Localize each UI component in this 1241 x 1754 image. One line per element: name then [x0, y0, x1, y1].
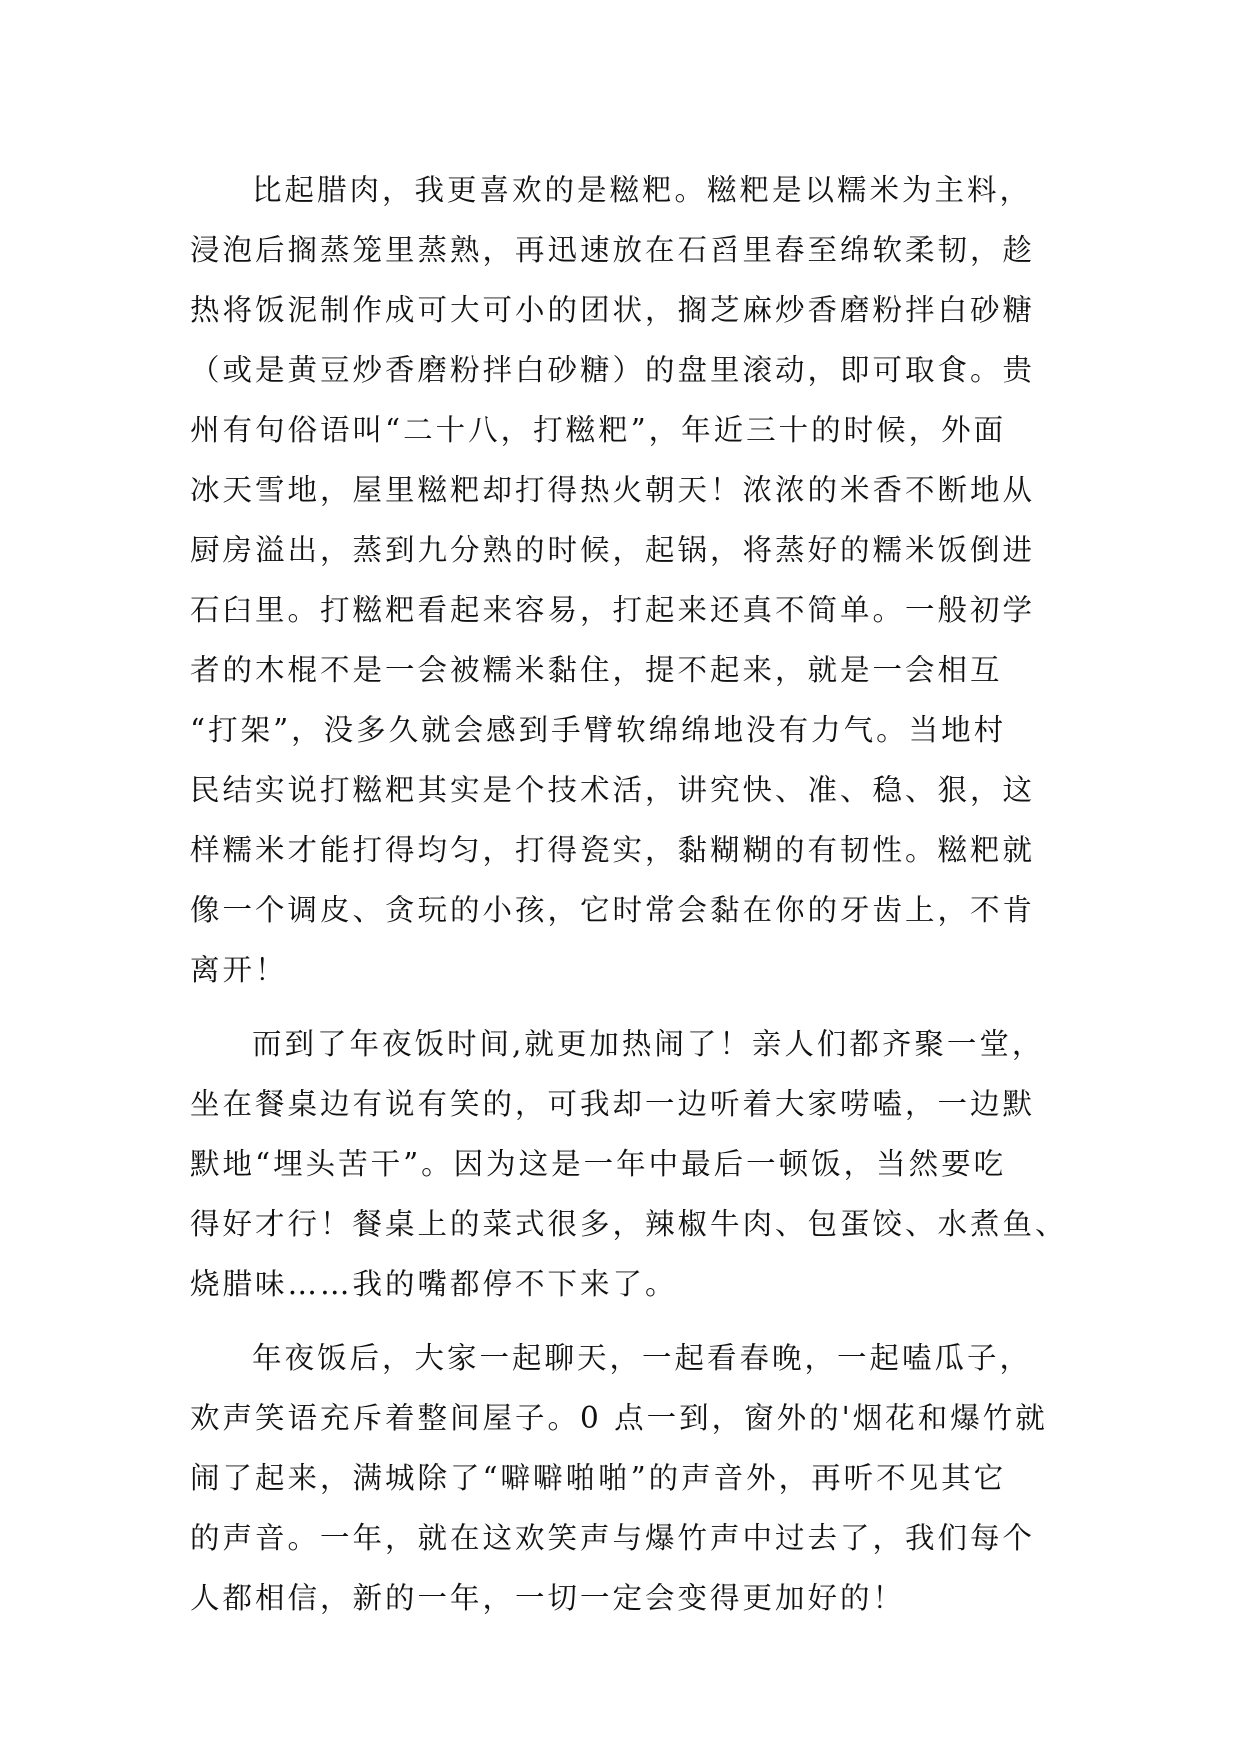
text-line: 闹了起来，满城除了“噼噼啪啪”的声音外，再听不见其它: [190, 1461, 1007, 1495]
text-line: 像一个调皮、贪玩的小孩，它时常会黏在你的牙齿上，不肯: [190, 893, 1036, 927]
text-line: 烧腊味……我的嘴都停不下来了。: [190, 1267, 678, 1301]
text-line: 年夜饭后，大家一起聊天，一起看春晚，一起嗑瓜子，: [252, 1341, 1033, 1375]
text-line: 而到了年夜饭时间,就更加热闹了！亲人们都齐聚一堂，: [252, 1027, 1045, 1061]
text-line: （或是黄豆炒香磨粉拌白砂糖）的盘里滚动，即可取食。贵: [190, 353, 1036, 387]
paragraph-2: [190, 1014, 1090, 1314]
text-line: 人都相信，新的一年，一切一定会变得更加好的！: [190, 1581, 906, 1615]
text-line: 坐在餐桌边有说有笑的，可我却一边听着大家唠嗑，一边默: [190, 1087, 1036, 1121]
paragraph-gap: [190, 1000, 1090, 1014]
text-line: 州有句俗语叫“二十八，打糍粑”，年近三十的时候，外面: [190, 413, 1007, 447]
text-line: 欢声笑语充斥着整间屋子。0 点一到，窗外的'烟花和爆竹就: [190, 1401, 1048, 1435]
text-line: 比起腊肉，我更喜欢的是糍粑。糍粑是以糯米为主料，: [252, 173, 1033, 207]
text-line: 样糯米才能打得均匀，打得瓷实，黏糊糊的有韧性。糍粑就: [190, 833, 1036, 867]
text-line: 石臼里。打糍粑看起来容易，打起来还真不简单。一般初学: [190, 593, 1036, 627]
text-line: 热将饭泥制作成可大可小的团状，搁芝麻炒香磨粉拌白砂糖: [190, 293, 1036, 327]
text-line: 得好才行！餐桌上的菜式很多，辣椒牛肉、包蛋饺、水煮鱼、: [190, 1207, 1068, 1241]
text-line: “打架”，没多久就会感到手臂软绵绵地没有力气。当地村: [190, 713, 1007, 747]
text-line: 民结实说打糍粑其实是个技术活，讲究快、准、稳、狠，这: [190, 773, 1036, 807]
text-line: 者的木棍不是一会被糯米黏住，提不起来，就是一会相互: [190, 653, 1003, 687]
text-line: 厨房溢出，蒸到九分熟的时候，起锅，将蒸好的糯米饭倒进: [190, 533, 1036, 567]
document-body: [190, 160, 1090, 1628]
text-line: 的声音。一年，就在这欢笑声与爆竹声中过去了，我们每个: [190, 1521, 1036, 1555]
paragraph-1: [190, 160, 1090, 1000]
paragraph-3: [190, 1328, 1090, 1628]
text-line: 离开！: [190, 953, 288, 987]
text-line: 默地“埋头苦干”。因为这是一年中最后一顿饭，当然要吃: [190, 1147, 1007, 1181]
text-line: 浸泡后搁蒸笼里蒸熟，再迅速放在石舀里舂至绵软柔韧，趁: [190, 233, 1036, 267]
text-line: 冰天雪地，屋里糍粑却打得热火朝天！浓浓的米香不断地从: [190, 473, 1036, 507]
paragraph-gap: [190, 1314, 1090, 1328]
